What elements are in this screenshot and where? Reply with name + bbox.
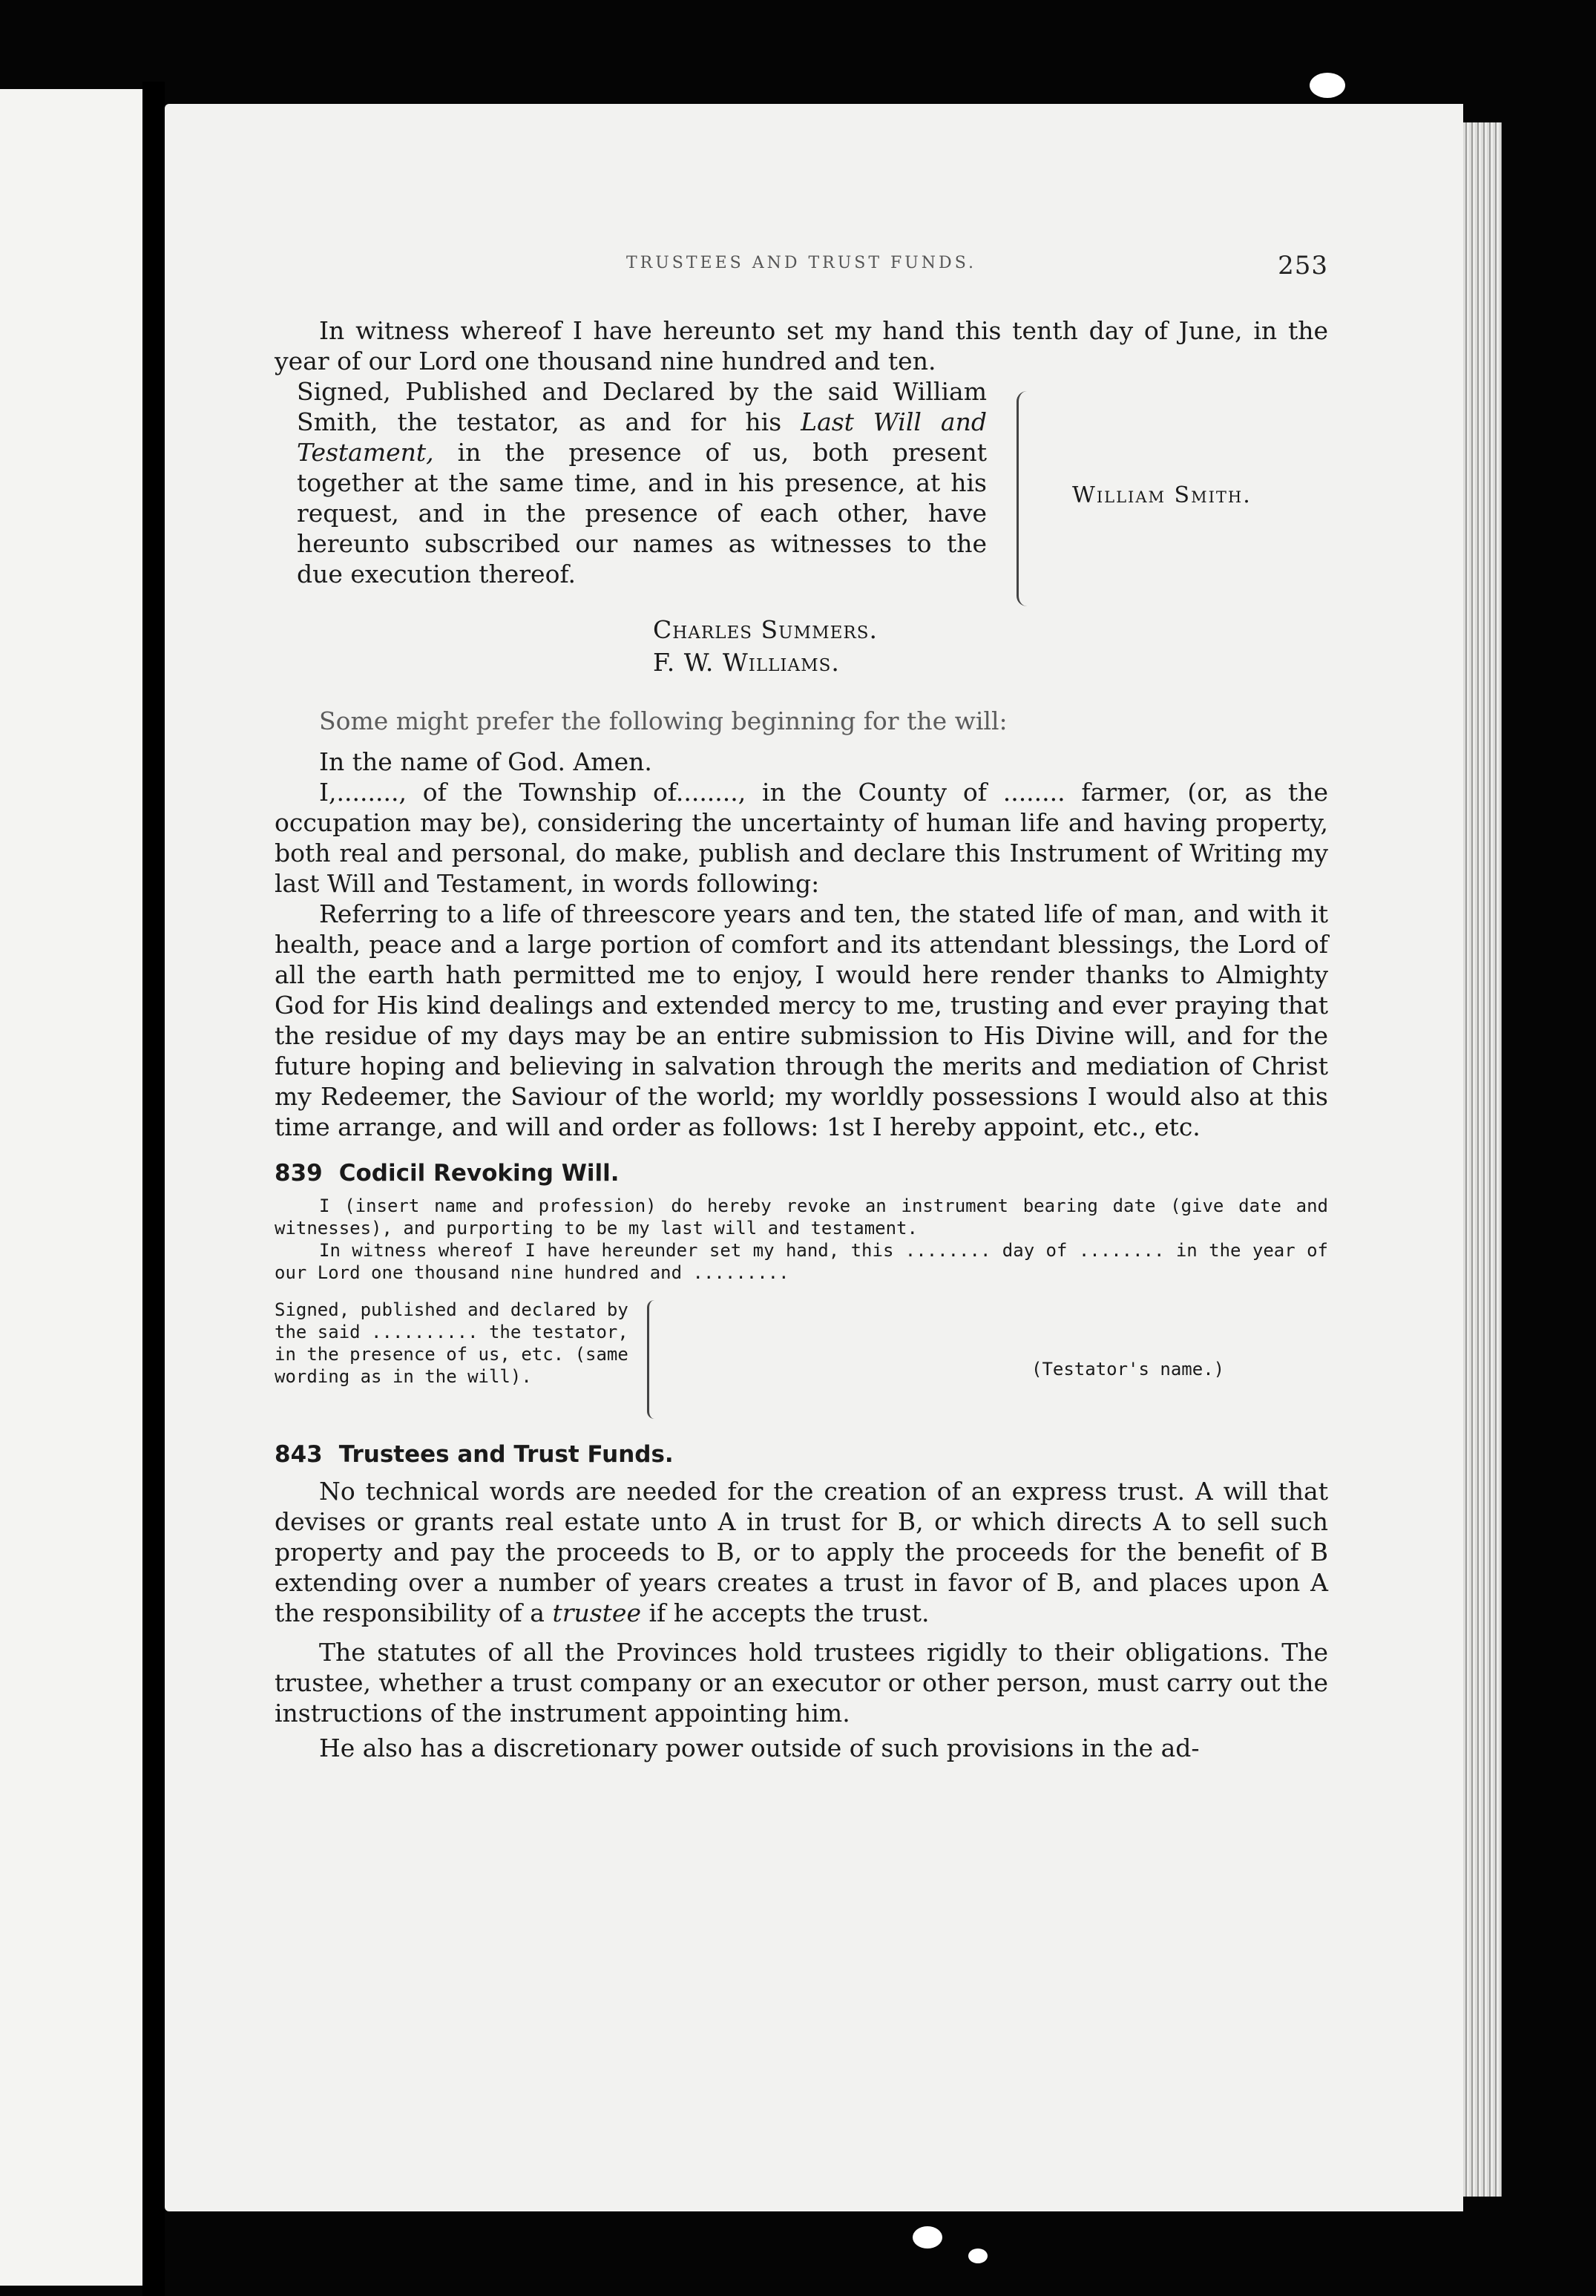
attestation-block	[275, 376, 1328, 614]
running-head	[275, 251, 1328, 291]
left-page-edge	[0, 89, 142, 2286]
codicil-sign-clause: Signed, published and declared by the said .......... the testator, in the presence of us, etc. (same wording as in the will).	[275, 1299, 628, 1387]
trustees-para-2: The statutes of all the Provinces hold trustees rigidly to their obligations. The trustee, whether a trust company or an executor or other person, must carry out the instructions of the instrument appointing him.	[275, 1638, 1328, 1728]
attestation-brace	[1017, 391, 1038, 606]
trustees-heading	[275, 1440, 1328, 1470]
witness-1: Charles Summers.	[653, 615, 878, 644]
trustees-para-1	[275, 1476, 1328, 1628]
attestation-text-2: in the presence of us, both present together at the same time, and in his presence, at his request, and in the presence of each other, have hereunto subscribed our names as witnesses to the due execution thereof.	[297, 438, 987, 588]
page-content	[275, 315, 1328, 1763]
dust-speck	[968, 2249, 988, 2263]
section-number: 839	[275, 1160, 323, 1187]
witness-clause: In witness whereof I have hereunto set my hand this tenth day of June, in the year of our Lord one thousand nine hundred and ten.	[275, 316, 1328, 375]
alt-para-2: Referring to a life of threescore years and ten, the stated life of man, and with it health, peace and a large portion of comfort and its attendant blessings, the Lord of all the earth hath permitted me to enjoy, I would here render thanks to Almighty God for His kind dealings and extended mercy to me, trusting and ever praying that the residue of my days may be an entire submission to His Divine will, and for the future hoping and believing in salvation through the merits and mediation of Christ my Redeemer, the Saviour of the world; my worldly possessions I would also at this time arrange, and will and order as follows: 1st I hereby appoint, etc., etc.	[275, 899, 1328, 1141]
section-title: Codicil Revoking Will.	[338, 1160, 620, 1187]
witness-signatures	[275, 614, 1328, 679]
section-title: Trustees and Trust Funds.	[338, 1441, 674, 1468]
alt-para-1: I,........, of the Township of........, in the County of ........ farmer, (or, as the occupation may be), considering the uncertainty of human life and having property, both real and personal, do make, publish and declare this Instrument of Writing my last Will and Testament, in words following:	[275, 778, 1328, 898]
codicil-para-2: In witness whereof I have hereunder set my hand, this ........ day of ........ in the year of our Lord one thousand nine hundred and .........	[275, 1240, 1328, 1283]
section-number: 843	[275, 1441, 323, 1468]
codicil-brace	[647, 1300, 661, 1419]
alt-beginning-intro: Some might prefer the following beginning for the will:	[319, 706, 1008, 735]
trustees-para-3: He also has a discretionary power outside of such provisions in the ad-	[319, 1734, 1200, 1762]
invocation: In the name of God. Amen.	[319, 747, 652, 776]
dust-speck	[913, 2226, 942, 2249]
attestation-italic: Last Will and Testament,	[297, 407, 987, 467]
testator-name-placeholder: (Testator's name.)	[1031, 1359, 1225, 1380]
dust-speck	[1310, 73, 1345, 98]
codicil-heading	[275, 1158, 1328, 1189]
running-head-title: TRUSTEES AND TRUST FUNDS.	[626, 254, 976, 272]
trustees-text-1: No technical words are needed for the creation of an express trust. A will that devises or grants real estate unto A in trust for B, or which directs A to sell such property and pay the proceeds to B, or to apply the proceeds for the benefit of B extending over a number of years creates a trust in favor of B, and places upon A the responsibility of a	[275, 1477, 1328, 1627]
testator-signature: William Smith.	[1072, 482, 1252, 508]
trustees-text-2: if he accepts the trust.	[640, 1598, 930, 1627]
witness-2: F. W. Williams.	[653, 648, 840, 677]
trustees-italic: trustee	[552, 1598, 641, 1627]
codicil-para-1: I (insert name and profession) do hereby revoke an instrument bearing date (give date and witnesses), and purporting to be my last will and testament.	[275, 1195, 1328, 1239]
attestation-clause	[297, 376, 987, 589]
page-edges	[1463, 122, 1502, 2197]
codicil-signature-block	[275, 1299, 1328, 1425]
attestation-text-1: Signed, Published and Declared by the said William Smith, the testator, as and for his	[297, 377, 987, 436]
book-spine	[142, 82, 165, 2296]
page-number: 253	[1278, 251, 1328, 281]
